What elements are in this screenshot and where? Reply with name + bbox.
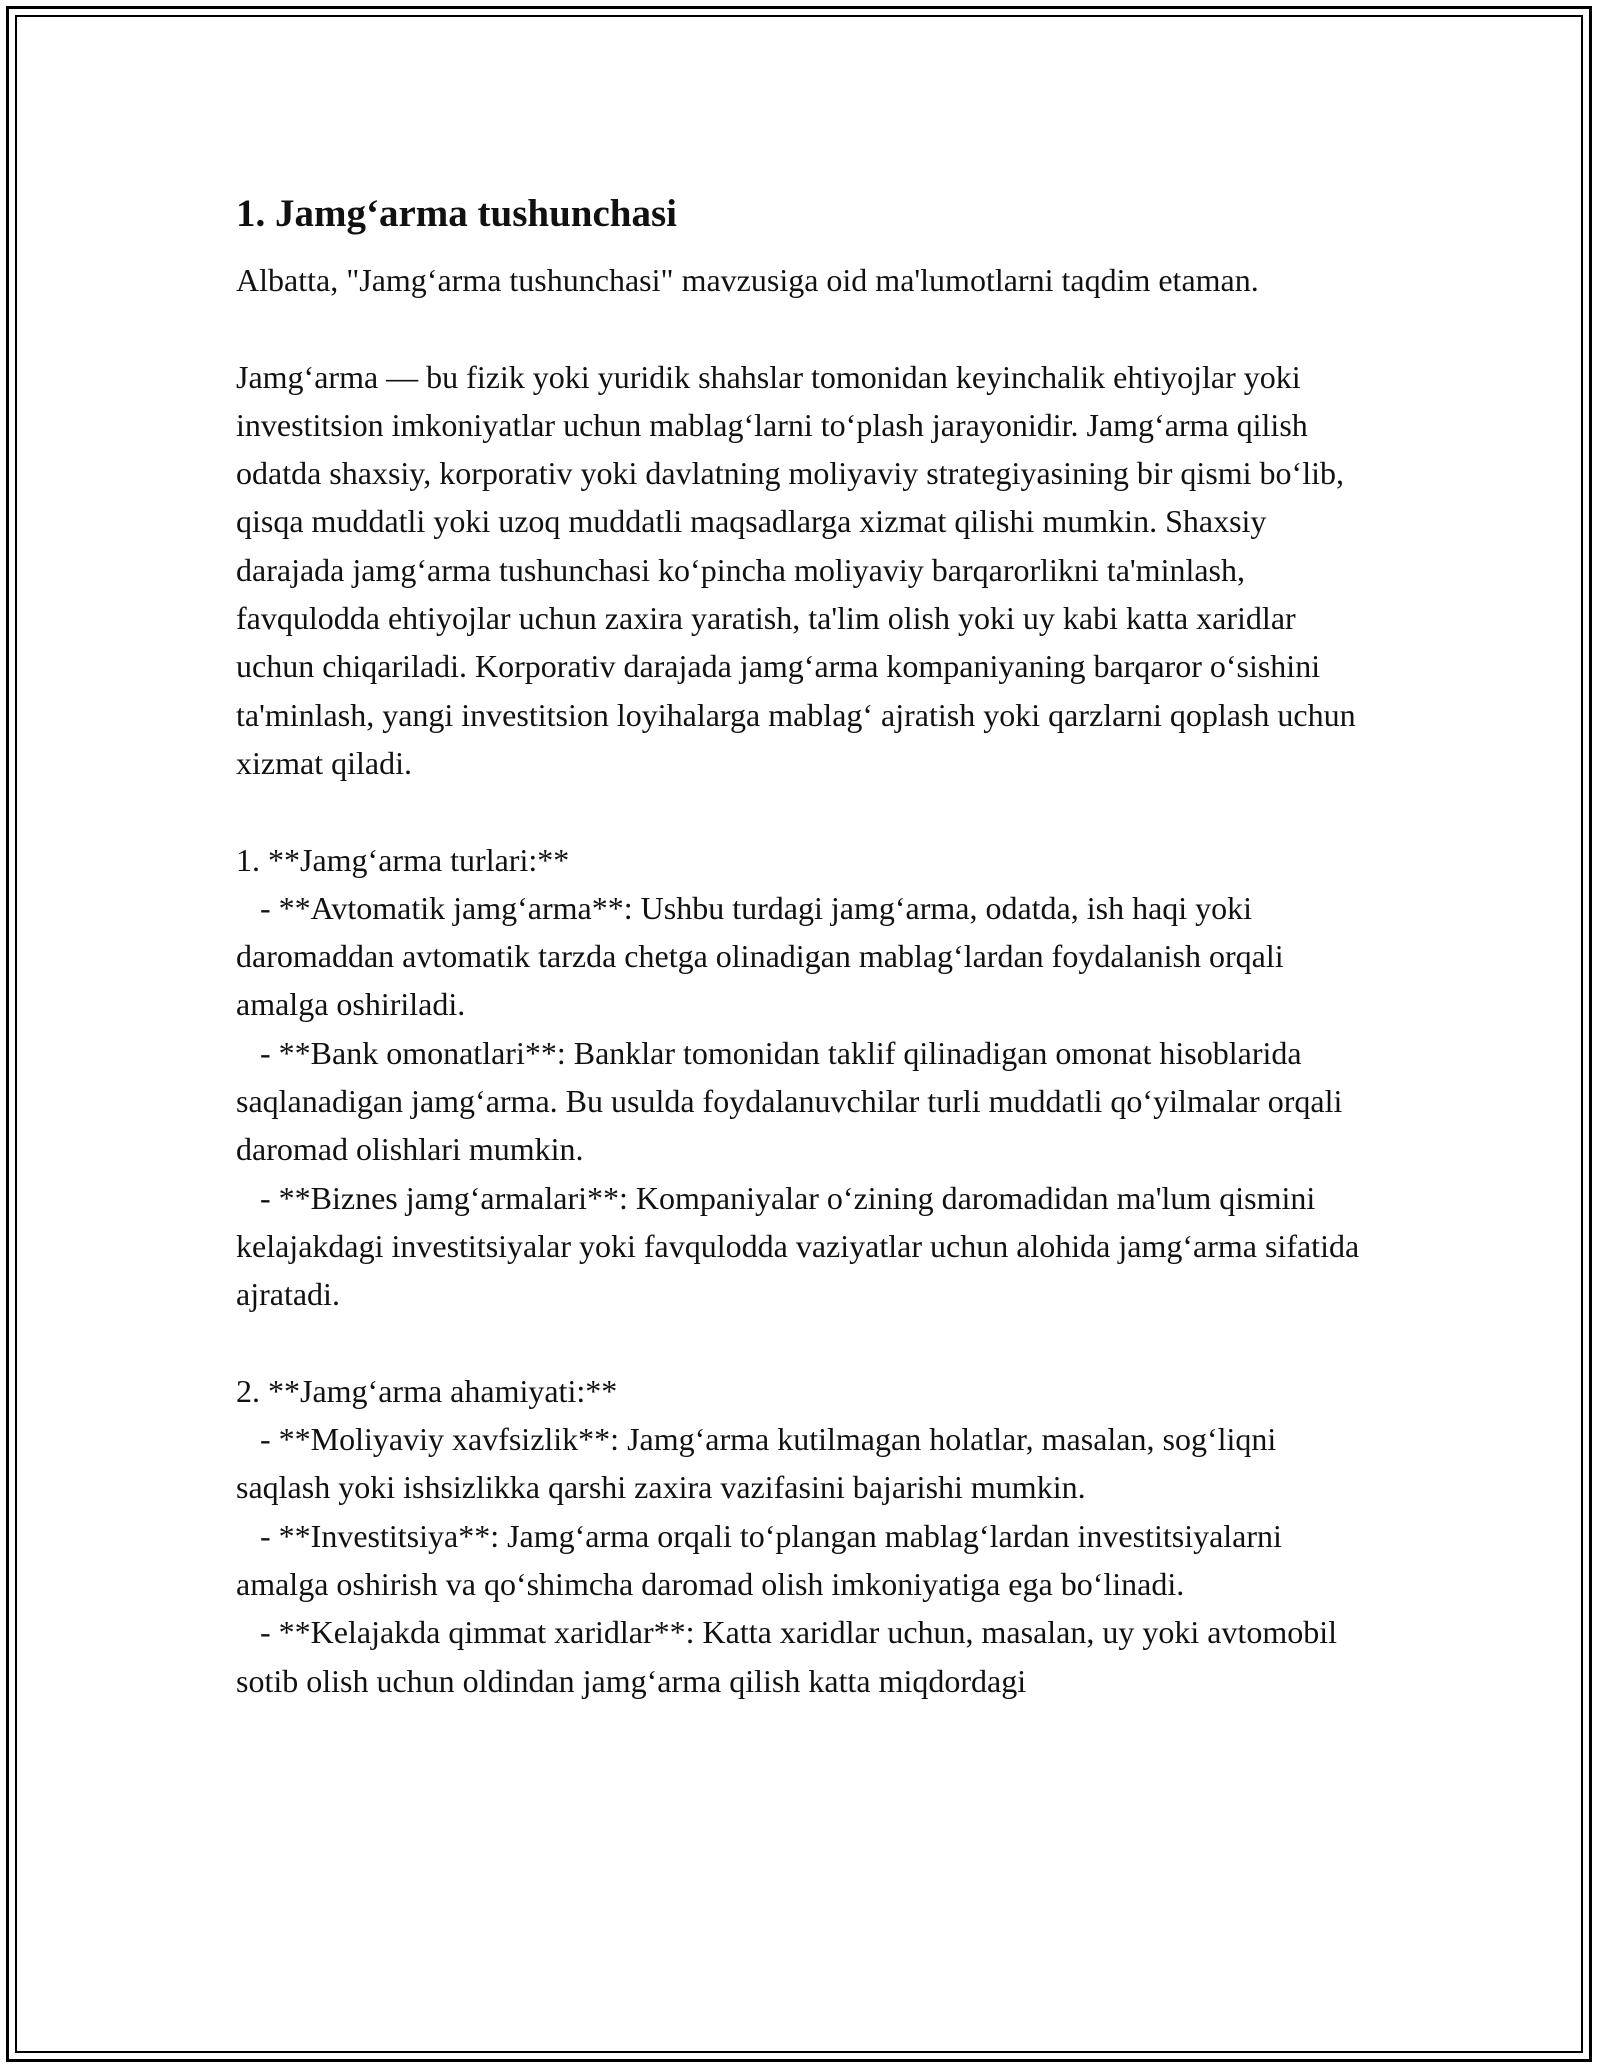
paragraph-spacer xyxy=(236,1319,1366,1367)
document-body xyxy=(236,186,1366,1705)
page-title: 1. Jamg‘arma tushunchasi xyxy=(236,192,677,235)
list-item: - **Avtomatik jamg‘arma**: Ushbu turdagi jamg‘arma, odatda, ish haqi yoki daromaddan avtomatik tarzda chetga olinadigan mablag‘lardan foydalanish orqali amalga oshiriladi. xyxy=(236,889,1292,1023)
list-item: - **Bank omonatlari**: Banklar tomonidan taklif qilinadigan omonat hisoblarida saqlanadigan jamg‘arma. Bu usulda foydalanuvchilar turli muddatli qo‘yilmalar orqali daromad olishlari mumkin. xyxy=(236,1034,1351,1168)
list-item: - **Moliyaviy xavfsizlik**: Jamg‘arma kutilmagan holatlar, masalan, sog‘liqni saqlash yoki ishsizlikka qarshi zaxira vazifasini bajarishi mumkin. xyxy=(236,1421,1285,1506)
definition-paragraph: Jamg‘arma — bu fizik yoki yuridik shahslar tomonidan keyinchalik ehtiyojlar yoki investitsion imkoniyatlar uchun mablag‘larni to‘plash jarayonidir. Jamg‘arma qilish odatda shaxsiy, korporativ yoki davlatning moliyaviy strategiyasining bir qismi bo‘lib, qisqa muddatli yoki uzoq muddatli maqsadlarga xizmat qilishi mumkin. Shaxsiy darajada jamg‘arma tushunchasi ko‘pincha moliyaviy barqarorlikni ta'minlash, favqulodda ehtiyojlar uchun zaxira yaratish, ta'lim olish yoki uy kabi katta xaridlar uchun chiqariladi. Korporativ darajada jamg‘arma kompaniyaning barqaror o‘sishini ta'minlash, yangi investitsion loyihalarga mablag‘ ajratish yoki qarzlarni qoplash uchun xizmat qiladi. xyxy=(236,358,1364,781)
paragraph-spacer xyxy=(236,787,1366,835)
intro-paragraph: Albatta, "Jamg‘arma tushunchasi" mavzusiga oid ma'lumotlarni taqdim etaman. xyxy=(236,262,1259,298)
section-title-turlari: 1. **Jamg‘arma turlari:** xyxy=(236,841,570,878)
list-item: - **Investitsiya**: Jamg‘arma orqali to‘plangan mablag‘lardan investitsiyalarni amalga oshirish va qo‘shimcha daromad olish imkoniyatiga ega bo‘linadi. xyxy=(236,1517,1290,1603)
list-item: - **Kelajakda qimmat xaridlar**: Katta xaridlar uchun, masalan, uy yoki avtomobil sotib olish uchun oldindan jamg‘arma qilish katta miqdordagi xyxy=(236,1614,1346,1699)
section-title-ahamiyati: 2. **Jamg‘arma ahamiyati:** xyxy=(236,1372,618,1409)
list-item: - **Biznes jamg‘armalari**: Kompaniyalar o‘zining daromadidan ma'lum qismini kelajakdagi investitsiyalar yoki favqulodda vaziyatlar uchun alohida jamg‘arma sifatida ajratadi. xyxy=(236,1179,1368,1313)
paragraph-spacer xyxy=(236,304,1366,352)
